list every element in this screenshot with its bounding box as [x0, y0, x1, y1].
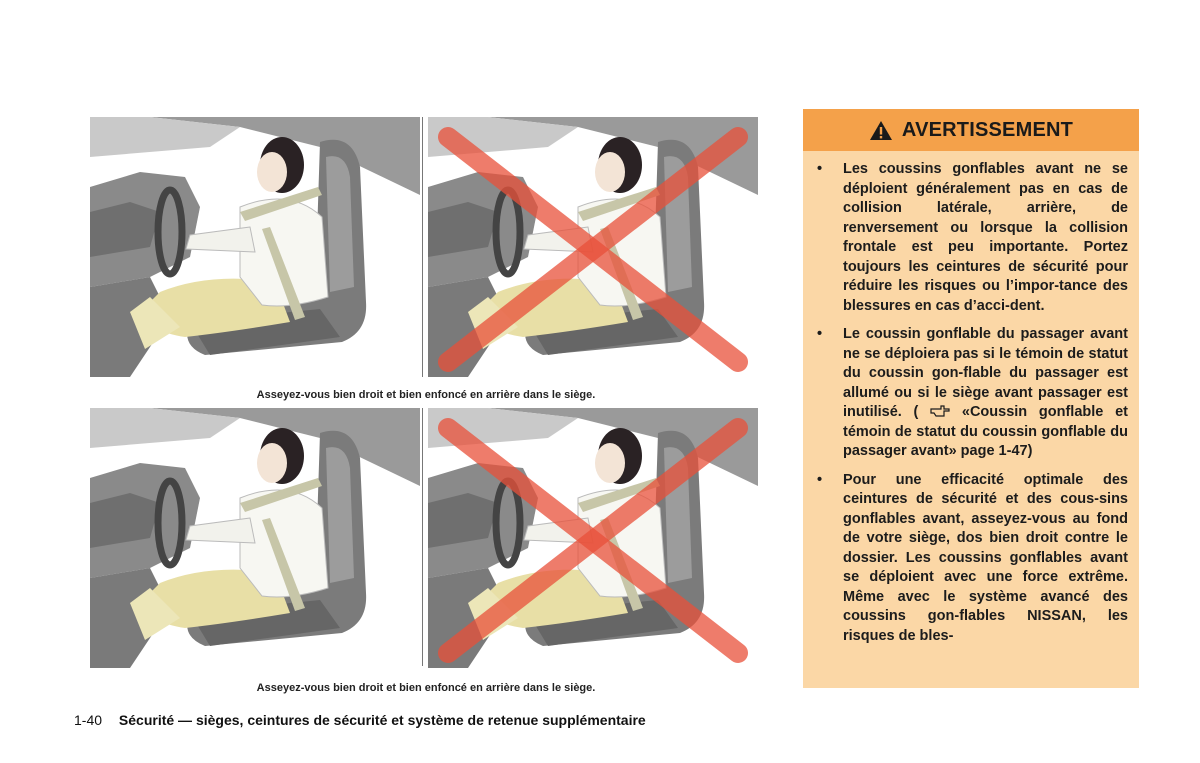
bullet: • [817, 326, 823, 342]
warning-item-text: Le coussin gonflable du passager avant ne se déploiera pas si le témoin de statut du coussin gon-flable du passager est allumé ou si le siège avant passager est inutilisé. ( [843, 326, 1128, 420]
bullet: • [817, 161, 823, 177]
warning-item [817, 471, 1128, 647]
warning-header [803, 109, 1139, 151]
warning-list [803, 151, 1139, 646]
figure-incorrect-seating-top [428, 117, 758, 377]
warning-title: AVERTISSEMENT [901, 118, 1074, 141]
figure-caption-bottom: Asseyez-vous bien droit et bien enfoncé en arrière dans le siège. [256, 682, 596, 694]
page-number: 1-40 [74, 712, 103, 728]
warning-triangle-icon [869, 120, 893, 141]
section-title: Sécurité — sièges, ceintures de sécurité et système de retenue supplémentaire [118, 712, 646, 728]
warning-item-text: Pour une efficacité optimale des ceintures de sécurité et des cous-sins gonflables avant, asseyez-vous au fond de votre siège, dos bien droit contre le dossier. Les coussins gonflables avant se déploient avec une force extrême. Même avec le système avancé des coussins gon-flables NISSAN, les risques de bles- [843, 471, 1128, 644]
figure-correct-seating-top [90, 117, 420, 377]
figure-divider-top [422, 117, 423, 377]
page-footer [74, 712, 646, 728]
figure-incorrect-seating-bottom [428, 408, 758, 668]
figure-divider-bottom [422, 408, 423, 666]
pointing-hand-icon [930, 404, 950, 417]
warning-item [817, 160, 1128, 316]
figure-caption-top: Asseyez-vous bien droit et bien enfoncé en arrière dans le siège. [256, 389, 596, 401]
cross-mark [428, 117, 758, 377]
bullet: • [817, 471, 823, 488]
figure-correct-seating-bottom [90, 408, 420, 668]
warning-item-text: Les coussins gonflables avant ne se déploient généralement pas en cas de collision latérale, arrière, de renversement ou lorsque la collision frontale est peu importante. Portez toujours les ceintures de sécurité pour réduire les risques ou l’impor-tance des blessures en cas d’acci-dent. [843, 161, 1128, 314]
warning-item [817, 325, 1128, 462]
warning-item-ref: «Coussin gonflable et témoin de statut du coussin gonflable du passager avant» page 1-47) [843, 404, 1128, 459]
cross-mark [428, 408, 758, 668]
warning-box [803, 109, 1139, 688]
